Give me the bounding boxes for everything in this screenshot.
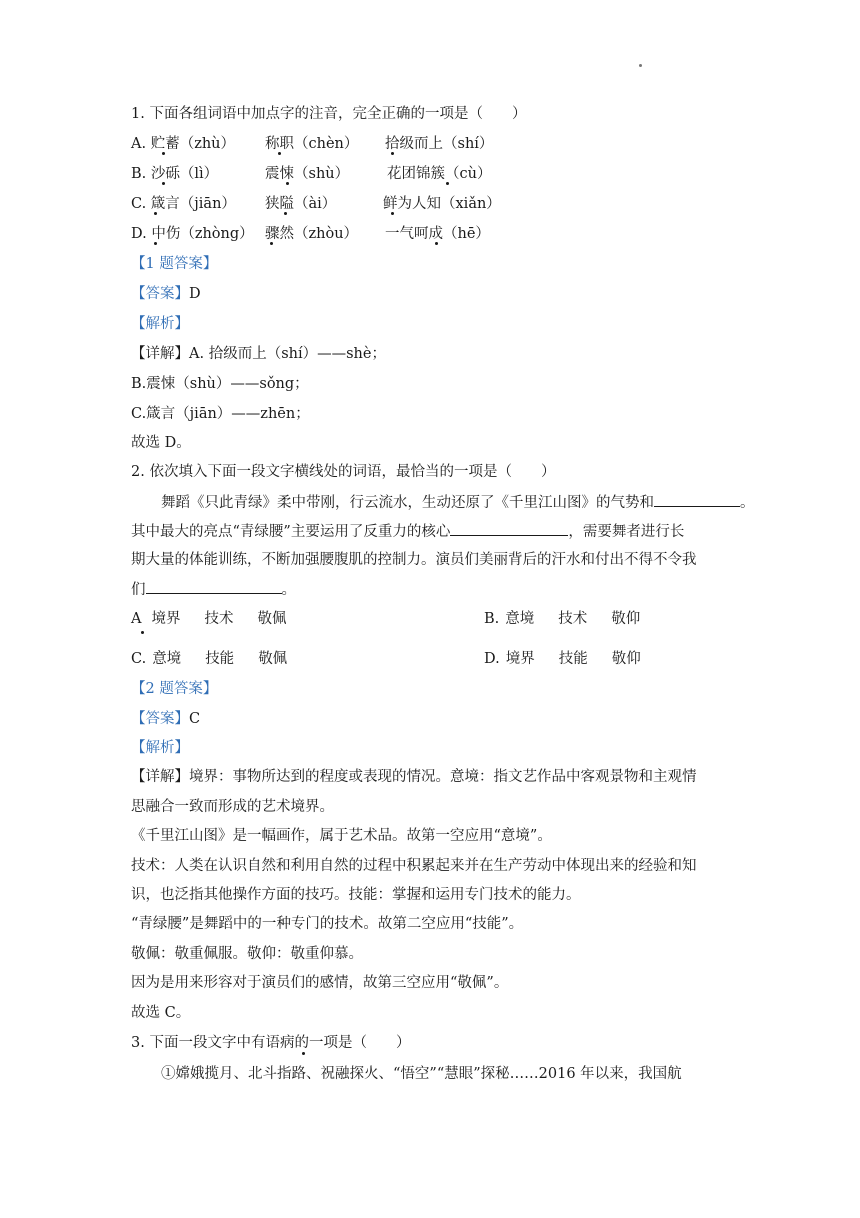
q2-option-a: A 境界 技术 敬佩 (131, 611, 287, 627)
q1-detail-4: 故选 D。 (131, 435, 191, 451)
emphasis-dot (435, 242, 438, 245)
q3-stem: 3. 下面一段文字中有语病的一项是（ ） (131, 1035, 411, 1051)
emphasis-dot (154, 212, 157, 215)
q1-option-a-3: 拾级而上（shí） (385, 136, 494, 152)
q1-detail-2: B.震悚（shù）——sǒng； (131, 376, 309, 392)
q2-option-c: C. 意境 技能 敬佩 (131, 651, 288, 667)
q1-option-a: A. 贮蓄（zhù） (131, 136, 236, 152)
q1-option-b-3: 花团锦簇（cù） (387, 166, 492, 182)
emphasis-dot (286, 182, 289, 185)
q2-answer-tag: 【2 题答案】 (131, 681, 218, 697)
q1-option-c-2: 狭隘（ài） (265, 196, 337, 212)
q2-detail-2: 思融合一致而形成的艺术境界。 (131, 799, 334, 815)
q2-answer: 【答案】C (131, 711, 201, 727)
q1-option-b: B. 沙砾（lì） (131, 166, 219, 182)
blank-2 (450, 521, 568, 536)
emphasis-dot (391, 212, 394, 215)
q1-option-a-2: 称职（chèn） (265, 136, 359, 152)
q3-para-line1: ①嫦娥揽月、北斗指路、祝融探火、“悟空”“慧眼”探秘……2016 年以来，我国航 (161, 1066, 682, 1082)
q1-detail-1: 【详解】A. 拾级而上（shí）——shè； (131, 346, 386, 362)
blank-3 (146, 579, 282, 594)
q1-option-c: C. 箴言（jiān） (131, 196, 236, 212)
q1-option-d-3: 一气呵成（hē） (385, 226, 490, 242)
q2-detail-1: 【详解】境界：事物所达到的程度或表现的情况。意境：指文艺作品中客观景物和主观情 (131, 769, 697, 785)
emphasis-dot (141, 631, 144, 634)
emphasis-dot (270, 242, 273, 245)
corner-mark (639, 64, 642, 67)
q2-detail-9: 故选 C。 (131, 1005, 191, 1021)
q2-para-line2: 其中最大的亮点“青绿腰”主要运用了反重力的核心 ，需要舞者进行长 (131, 521, 684, 542)
emphasis-dot (278, 152, 281, 155)
q1-option-d-2: 骤然（zhòu） (265, 226, 359, 242)
emphasis-dot (162, 152, 165, 155)
q2-para-line3: 期大量的体能训练，不断加强腰腹肌的控制力。演员们美丽背后的汗水和付出不得不令我 (131, 552, 697, 568)
q2-detail-6: “青绿腰”是舞蹈中的一种专门的技术。故第二空应用“技能”。 (131, 916, 524, 932)
q2-detail-4: 技术：人类在认识自然和利用自然的过程中积累起来并在生产劳动中体现出来的经验和知 (131, 858, 697, 874)
q2-option-d: D. 境界 技能 敬仰 (484, 651, 641, 667)
q2-option-b: B. 意境 技术 敬仰 (484, 611, 641, 627)
emphasis-dot (391, 152, 394, 155)
q1-stem: 1. 下面各组词语中加点字的注音，完全正确的一项是（ ） (131, 106, 527, 122)
q2-analysis-tag: 【解析】 (131, 740, 189, 756)
emphasis-dot (302, 1052, 305, 1055)
q1-detail-3: C.箴言（jiān）——zhēn； (131, 406, 310, 422)
q1-option-c-3: 鲜为人知（xiǎn） (383, 196, 501, 212)
emphasis-dot (162, 182, 165, 185)
q1-analysis-tag: 【解析】 (131, 316, 189, 332)
q2-detail-7: 敬佩：敬重佩服。敬仰：敬重仰慕。 (131, 946, 363, 962)
q1-answer: 【答案】D (131, 286, 201, 302)
q2-detail-8: 因为是用来形容对于演员们的感情，故第三空应用“敬佩”。 (131, 975, 509, 991)
emphasis-dot (446, 182, 449, 185)
emphasis-dot (284, 212, 287, 215)
q2-para-line4: 们 。 (131, 579, 296, 600)
q2-detail-5: 识，也泛指其他操作方面的技巧。技能：掌握和运用专门技术的能力。 (131, 887, 581, 903)
q1-option-d: D. 中伤（zhòng） (131, 226, 254, 242)
blank-1 (654, 492, 740, 507)
emphasis-dot (154, 242, 157, 245)
q2-stem: 2. 依次填入下面一段文字横线处的词语，最恰当的一项是（ ） (131, 464, 556, 480)
q1-option-b-2: 震悚（shù） (265, 166, 350, 182)
q2-detail-3: 《千里江山图》是一幅画作，属于艺术品。故第一空应用“意境”。 (131, 828, 552, 844)
q2-para-line1: 舞蹈《只此青绿》柔中带刚，行云流水，生动还原了《千里江山图》的气势和 。 (161, 492, 755, 513)
q1-answer-tag: 【1 题答案】 (131, 256, 218, 272)
